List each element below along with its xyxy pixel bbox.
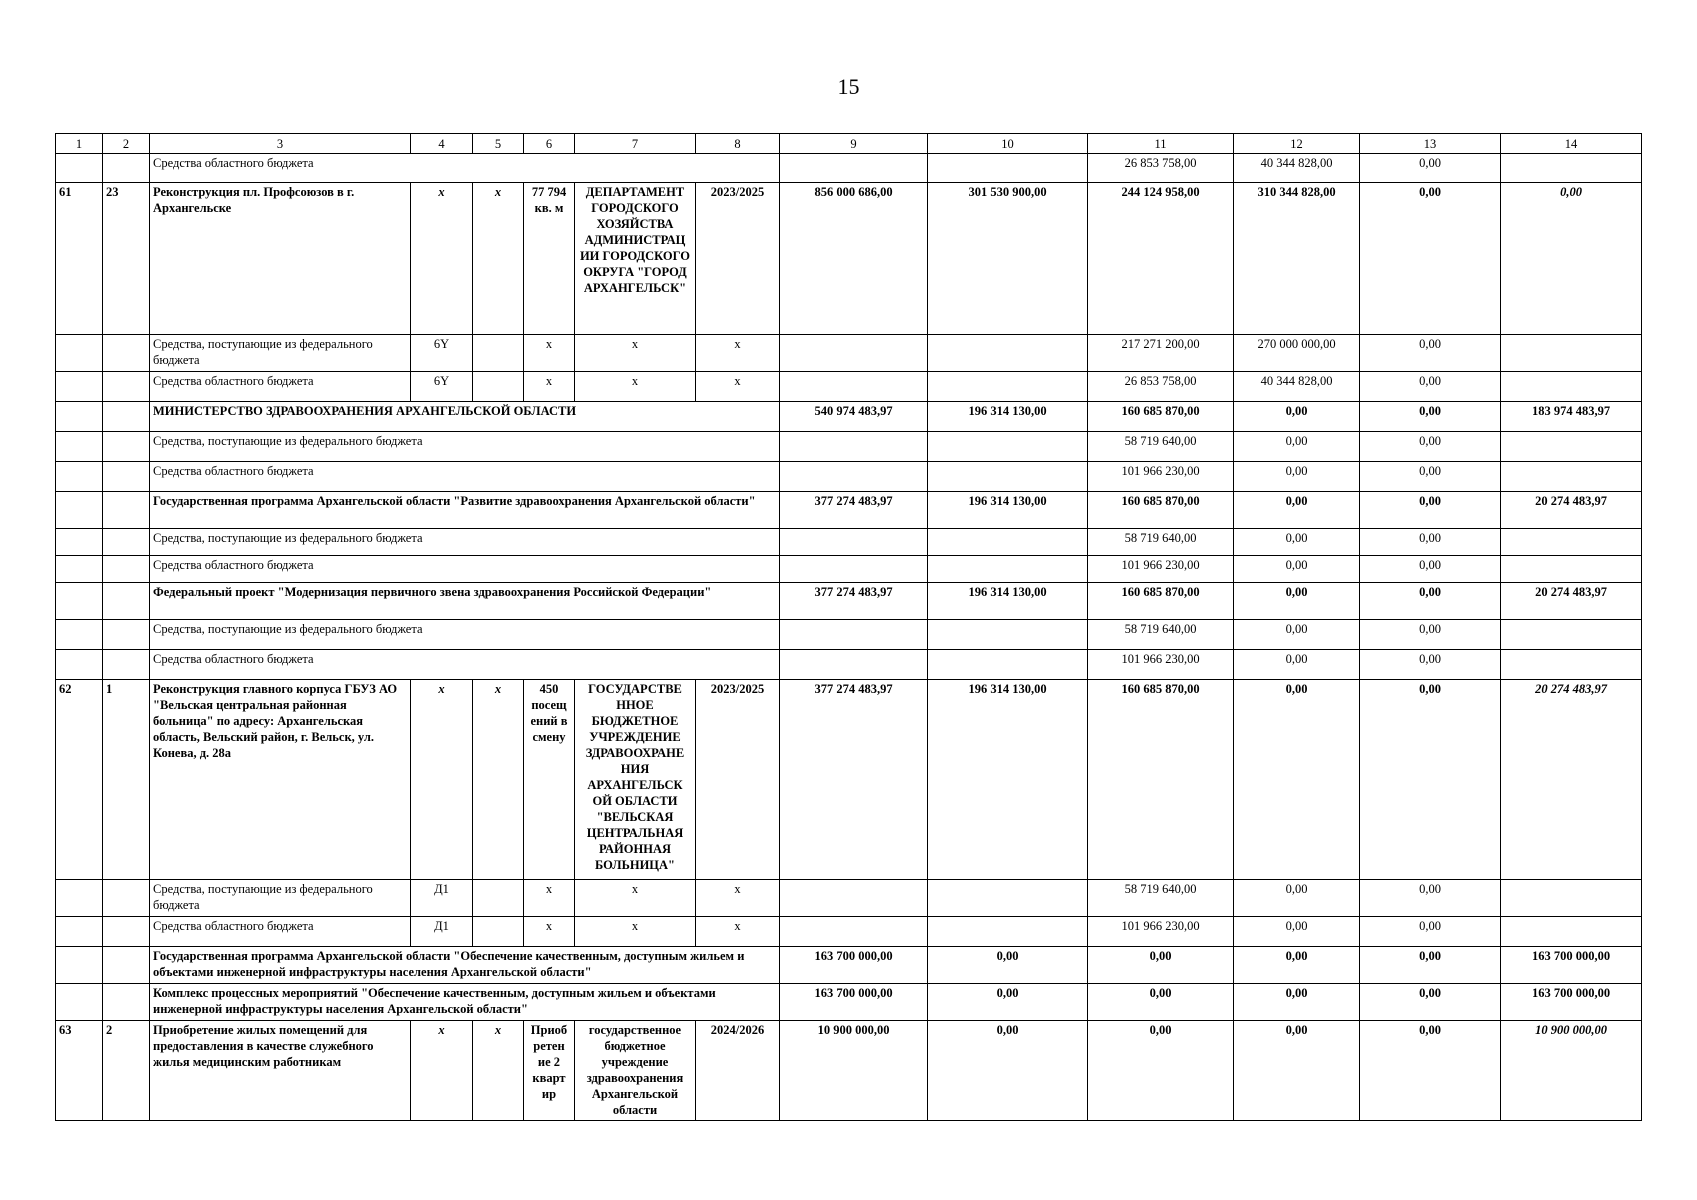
value-cell: 101 966 230,00 [1088,650,1234,680]
value-cell: 160 685 870,00 [1088,680,1234,880]
value-cell: 58 719 640,00 [1088,620,1234,650]
cell-c4: Д1 [411,917,473,947]
value-cell: 160 685 870,00 [1088,402,1234,432]
value-cell: 0,00 [1234,492,1360,529]
funding-source-row [56,432,1642,462]
value-cell: 40 344 828,00 [1234,154,1360,183]
value-cell: 0,00 [1088,1021,1234,1121]
value-cell: 163 700 000,00 [1501,984,1642,1021]
cell-c8: x [696,372,780,402]
value-cell: 270 000 000,00 [1234,335,1360,372]
value-cell: 217 271 200,00 [1088,335,1234,372]
value-cell: 0,00 [928,1021,1088,1121]
row-label: Средства, поступающие из федерального бюджета [150,880,411,917]
value-cell: 0,00 [1360,432,1501,462]
value-cell: 40 344 828,00 [1234,372,1360,402]
value-cell: 58 719 640,00 [1088,880,1234,917]
value-cell: 0,00 [1234,402,1360,432]
cell-c4: x [411,1021,473,1121]
cell-c8: x [696,335,780,372]
row-label: Средства, поступающие из федерального бюджета [150,529,780,556]
value-cell: 0,00 [1360,402,1501,432]
column-header: 11 [1088,134,1234,154]
value-cell: 0,00 [1360,1021,1501,1121]
column-header: 8 [696,134,780,154]
federal-project-row [56,583,1642,620]
row-number: 61 [56,183,103,335]
value-cell: 196 314 130,00 [928,680,1088,880]
value-cell: 20 274 483,97 [1501,492,1642,529]
header-row [56,134,1642,154]
value-cell: 377 274 483,97 [780,492,928,529]
value-cell: 0,00 [1360,947,1501,984]
column-header: 9 [780,134,928,154]
value-cell: 0,00 [1088,947,1234,984]
row-label: Государственная программа Архангельской области "Обеспечение качественным, доступным жильем и объектами инженерной инфраструктуры населения Архангельской области" [150,947,780,984]
customer-cell: ДЕПАРТАМЕНТ ГОРОДСКОГО ХОЗЯЙСТВА АДМИНИСТРАЦ ИИ ГОРОДСКОГО ОКРУГА "ГОРОД АРХАНГЕЛЬСК" [575,183,696,335]
value-cell: 856 000 686,00 [780,183,928,335]
cell-c5: x [473,1021,524,1121]
value-cell: 26 853 758,00 [1088,372,1234,402]
value-cell: 58 719 640,00 [1088,432,1234,462]
value-cell: 196 314 130,00 [928,492,1088,529]
column-header: 5 [473,134,524,154]
project-name: Реконструкция главного корпуса ГБУЗ АО "Вельская центральная районная больница" по адресу: Архангельская область, Вельский район, г. Вельск, ул. Конева, д. 28а [150,680,411,880]
column-header: 7 [575,134,696,154]
value-cell: 0,00 [1360,583,1501,620]
cell-c7: x [575,917,696,947]
funding-source-row [56,650,1642,680]
value-cell: 20 274 483,97 [1501,583,1642,620]
project-row [56,183,1642,335]
cell-c4: x [411,680,473,880]
value-cell: 301 530 900,00 [928,183,1088,335]
value-cell: 0,00 [1360,183,1501,335]
column-header: 3 [150,134,411,154]
row-label: Средства областного бюджета [150,372,411,402]
value-cell: 0,00 [1360,462,1501,492]
cell-c8: x [696,917,780,947]
value-cell: 0,00 [1234,680,1360,880]
customer-cell: ГОСУДАРСТВЕ ННОЕ БЮДЖЕТНОЕ УЧРЕЖДЕНИЕ ЗДРАВООХРАНЕ НИЯ АРХАНГЕЛЬСК ОЙ ОБЛАСТИ "ВЕЛЬСКАЯ ЦЕНТРАЛЬНАЯ РАЙОННАЯ БОЛЬНИЦА" [575,680,696,880]
row-label: Средства областного бюджета [150,462,780,492]
capacity-cell: 77 794 кв. м [524,183,575,335]
column-header: 13 [1360,134,1501,154]
funding-source-row [56,529,1642,556]
value-cell: 0,00 [1234,556,1360,583]
row-number: 62 [56,680,103,880]
value-cell: 101 966 230,00 [1088,917,1234,947]
value-cell: 10 900 000,00 [1501,1021,1642,1121]
value-cell: 0,00 [1234,462,1360,492]
value-cell: 0,00 [1360,335,1501,372]
period-cell: 2024/2026 [696,1021,780,1121]
value-cell: 0,00 [1360,556,1501,583]
project-name: Приобретение жилых помещений для предоставления в качестве служебного жилья медицинским работникам [150,1021,411,1121]
row-label: Государственная программа Архангельской области "Развитие здравоохранения Архангельской области" [150,492,780,529]
funding-source-row [56,154,1642,183]
page-number: 15 [837,74,860,99]
funding-source-row [56,556,1642,583]
value-cell: 244 124 958,00 [1088,183,1234,335]
value-cell: 0,00 [928,984,1088,1021]
cell-c4: Д1 [411,880,473,917]
funding-source-row [56,917,1642,947]
row-label: Федеральный проект "Модернизация первичного звена здравоохранения Российской Федерации" [150,583,780,620]
period-cell: 2023/2025 [696,183,780,335]
value-cell: 0,00 [1234,1021,1360,1121]
row-label: Средства областного бюджета [150,650,780,680]
value-cell: 0,00 [1234,650,1360,680]
value-cell: 0,00 [1234,529,1360,556]
cell-c5: x [473,183,524,335]
period-cell: 2023/2025 [696,680,780,880]
value-cell: 101 966 230,00 [1088,462,1234,492]
program-row [56,492,1642,529]
process-complex-row [56,984,1642,1021]
value-cell: 0,00 [1234,583,1360,620]
value-cell: 0,00 [1360,917,1501,947]
cell-c6: x [524,880,575,917]
column-header: 6 [524,134,575,154]
cell-c8: x [696,880,780,917]
value-cell: 377 274 483,97 [780,680,928,880]
column-header: 1 [56,134,103,154]
cell-c4: 6Y [411,372,473,402]
cell-c4: x [411,183,473,335]
value-cell: 163 700 000,00 [780,947,928,984]
cell-c6: x [524,335,575,372]
value-cell: 163 700 000,00 [780,984,928,1021]
column-header: 2 [103,134,150,154]
row-label: МИНИСТЕРСТВО ЗДРАВООХРАНЕНИЯ АРХАНГЕЛЬСКОЙ ОБЛАСТИ [150,402,780,432]
capacity-cell: 450 посещ ений в смену [524,680,575,880]
value-cell: 163 700 000,00 [1501,947,1642,984]
program-row [56,947,1642,984]
column-header: 4 [411,134,473,154]
value-cell: 0,00 [1088,984,1234,1021]
project-row [56,1021,1642,1121]
value-cell: 0,00 [1360,372,1501,402]
row-number: 63 [56,1021,103,1121]
value-cell: 0,00 [1360,680,1501,880]
cell-c6: x [524,372,575,402]
row-label: Средства, поступающие из федерального бюджета [150,432,780,462]
row-label: Средства, поступающие из федерального бюджета [150,335,411,372]
value-cell: 0,00 [1360,492,1501,529]
column-number-header [56,134,1642,154]
funding-source-row [56,620,1642,650]
value-cell: 26 853 758,00 [1088,154,1234,183]
row-code: 23 [103,183,150,335]
row-label: Средства областного бюджета [150,154,780,183]
value-cell: 0,00 [1360,650,1501,680]
value-cell: 196 314 130,00 [928,583,1088,620]
column-header: 12 [1234,134,1360,154]
value-cell: 0,00 [1360,154,1501,183]
budget-table [55,133,1642,1121]
value-cell: 0,00 [1360,880,1501,917]
value-cell: 160 685 870,00 [1088,492,1234,529]
value-cell: 0,00 [1234,620,1360,650]
value-cell: 540 974 483,97 [780,402,928,432]
value-cell: 0,00 [1234,947,1360,984]
row-code: 1 [103,680,150,880]
row-label: Средства, поступающие из федерального бюджета [150,620,780,650]
project-row [56,680,1642,880]
cell-c4: 6Y [411,335,473,372]
ministry-row [56,402,1642,432]
column-header: 14 [1501,134,1642,154]
value-cell: 0,00 [1234,432,1360,462]
value-cell: 20 274 483,97 [1501,680,1642,880]
row-label: Комплекс процессных мероприятий "Обеспечение качественным, доступным жильем и объектами инженерной инфраструктуры населения Архангельской области" [150,984,780,1021]
value-cell: 0,00 [1234,984,1360,1021]
value-cell: 101 966 230,00 [1088,556,1234,583]
value-cell: 10 900 000,00 [780,1021,928,1121]
project-name: Реконструкция пл. Профсоюзов в г. Архангельске [150,183,411,335]
value-cell: 0,00 [1234,917,1360,947]
row-label: Средства областного бюджета [150,917,411,947]
funding-source-row [56,880,1642,917]
column-header: 10 [928,134,1088,154]
value-cell: 58 719 640,00 [1088,529,1234,556]
cell-c7: x [575,372,696,402]
funding-source-row [56,462,1642,492]
cell-c6: x [524,917,575,947]
funding-source-row [56,372,1642,402]
value-cell: 0,00 [1360,984,1501,1021]
cell-c7: x [575,880,696,917]
value-cell: 183 974 483,97 [1501,402,1642,432]
value-cell: 0,00 [1234,880,1360,917]
value-cell: 0,00 [1360,529,1501,556]
value-cell: 310 344 828,00 [1234,183,1360,335]
value-cell: 0,00 [928,947,1088,984]
funding-source-row [56,335,1642,372]
cell-c7: x [575,335,696,372]
value-cell: 196 314 130,00 [928,402,1088,432]
value-cell: 0,00 [1360,620,1501,650]
customer-cell: государственное бюджетное учреждение здравоохранения Архангельской области [575,1021,696,1121]
row-code: 2 [103,1021,150,1121]
value-cell: 160 685 870,00 [1088,583,1234,620]
row-label: Средства областного бюджета [150,556,780,583]
cell-c5: x [473,680,524,880]
capacity-cell: Приоб ретен ие 2 кварт ир [524,1021,575,1121]
value-cell: 377 274 483,97 [780,583,928,620]
value-cell: 0,00 [1501,183,1642,335]
